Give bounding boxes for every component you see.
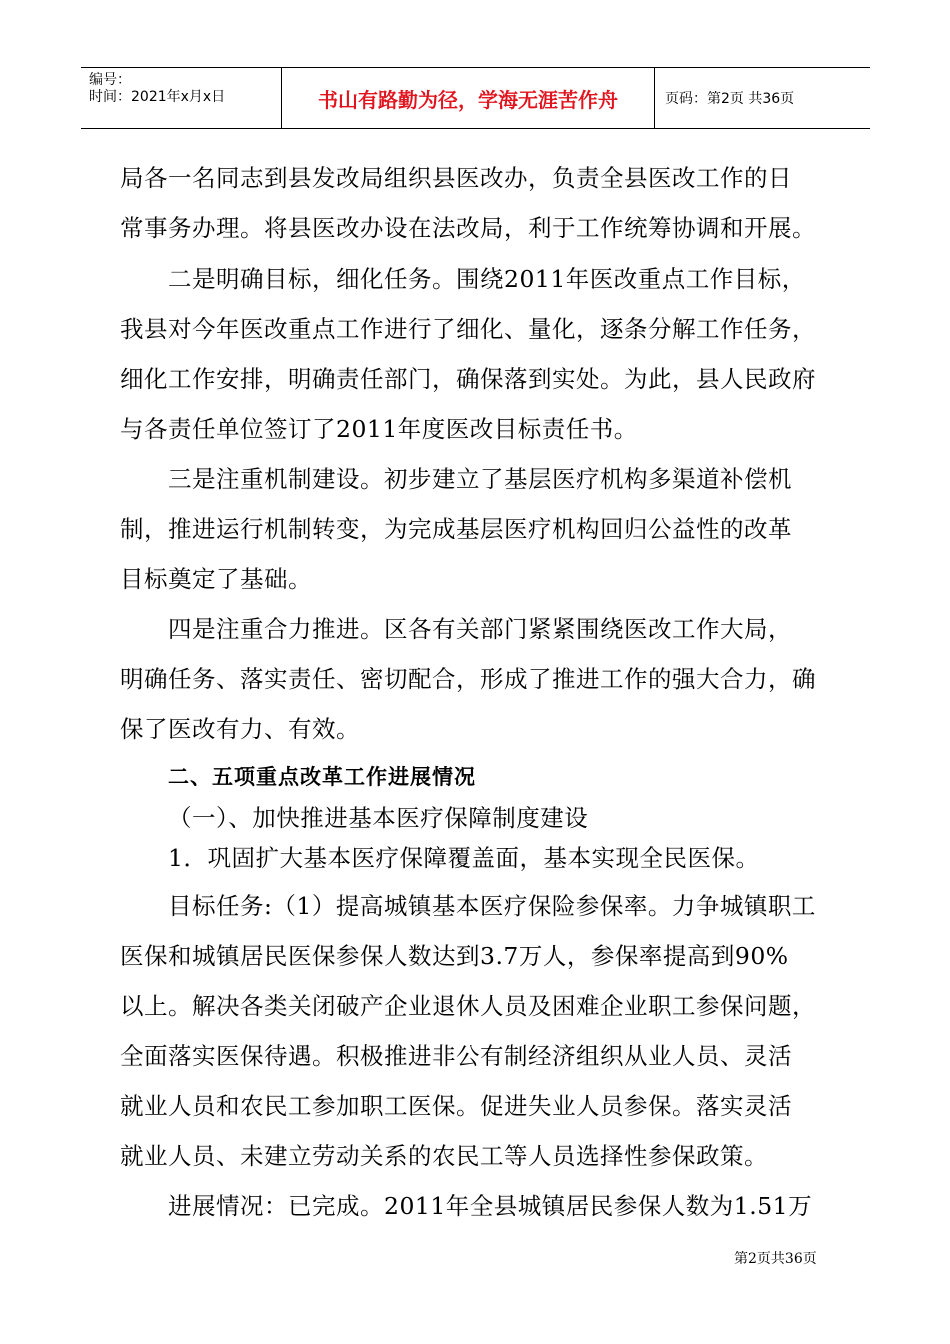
- header-page-info: 页码：第2页 共36页: [665, 91, 795, 107]
- item-heading: 1．巩固扩大基本医疗保障覆盖面，基本实现全民医保。: [168, 844, 760, 872]
- paragraph-first-line: 四是注重合力推进。区各有关部门紧紧围绕医改工作大局，: [168, 615, 792, 643]
- body-line: 保了医改有力、有效。: [120, 715, 360, 743]
- body-line: 细化工作安排，明确责任部门，确保落到实处。为此，县人民政府: [120, 365, 816, 393]
- header-motto: 书山有路勤为径，学海无涯苦作舟: [282, 68, 655, 128]
- body-line: 以上。解决各类关闭破产企业退休人员及困难企业职工参保问题，: [120, 992, 816, 1020]
- page-header: [81, 67, 870, 129]
- time-label: 时间：2021年x月x日: [89, 89, 226, 105]
- body-line: 就业人员和农民工参加职工医保。促进失业人员参保。落实灵活: [120, 1092, 792, 1120]
- body-line: 局各一名同志到县发改局组织县医改办，负责全县医改工作的日: [120, 164, 792, 192]
- body-line: 目标奠定了基础。: [120, 565, 312, 593]
- paragraph-first-line: 进展情况：已完成。2011年全县城镇居民参保人数为1.51万: [168, 1192, 813, 1220]
- page-footer: 第2页共36页: [734, 1251, 817, 1267]
- body-line: 医保和城镇居民医保参保人数达到3.7万人，参保率提高到90%: [120, 942, 789, 970]
- body-line: 全面落实医保待遇。积极推进非公有制经济组织从业人员、灵活: [120, 1042, 792, 1070]
- body-line: 我县对今年医改重点工作进行了细化、量化，逐条分解工作任务，: [120, 315, 816, 343]
- body-line: 常事务办理。将县医改办设在法改局，利于工作统筹协调和开展。: [120, 214, 816, 242]
- number-label: 编号：: [89, 72, 131, 88]
- body-line: 就业人员、未建立劳动关系的农民工等人员选择性参保政策。: [120, 1142, 768, 1170]
- body-line: 与各责任单位签订了2011年度医改目标责任书。: [120, 415, 638, 443]
- paragraph-first-line: 三是注重机制建设。初步建立了基层医疗机构多渠道补偿机: [168, 465, 792, 493]
- subsection-heading: （一）、加快推进基本医疗保障制度建设: [168, 804, 589, 832]
- paragraph-first-line: 二是明确目标，细化任务。围绕2011年医改重点工作目标，: [168, 265, 806, 293]
- body-line: 制，推进运行机制转变，为完成基层医疗机构回归公益性的改革: [120, 515, 792, 543]
- header-meta: [81, 68, 282, 128]
- body-line: 明确任务、落实责任、密切配合，形成了推进工作的强大合力，确: [120, 665, 816, 693]
- paragraph-first-line: 目标任务:（1）提高城镇基本医疗保险参保率。力争城镇职工: [168, 892, 816, 920]
- section-heading: 二、五项重点改革工作进展情况: [168, 765, 476, 789]
